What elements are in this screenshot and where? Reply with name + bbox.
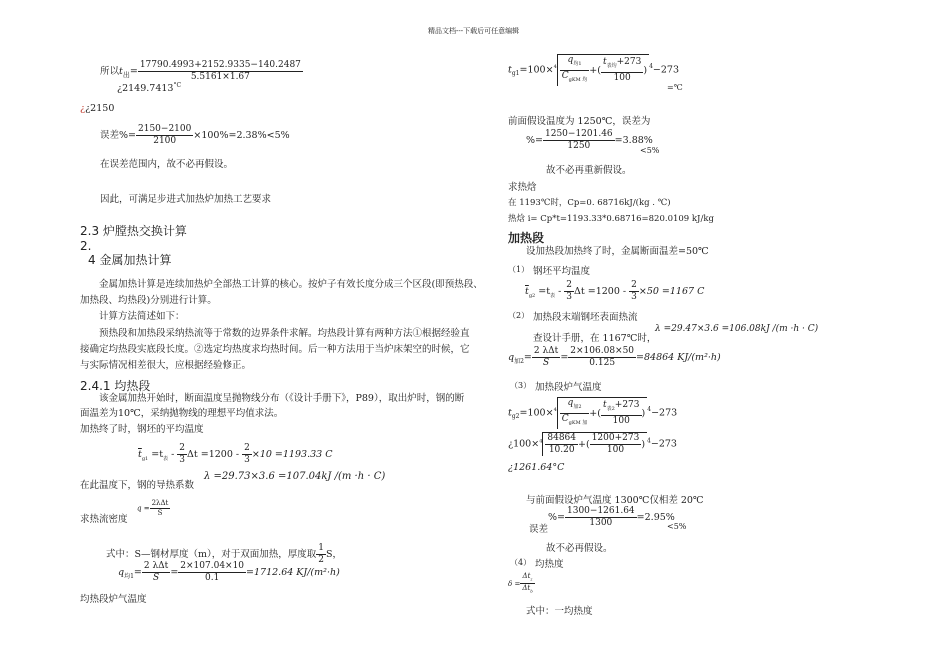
right-paragraph-3: 求热焓 <box>508 182 537 193</box>
tg2-result: ¿1261.64°C <box>508 462 565 473</box>
paragraph-4a: 该金属加热开始时，断面温度呈抛物线分布（《设计手册下》，P89），取出炉时，钢的断 <box>99 393 465 404</box>
right-paragraph-1: 前面假设温度为 1250℃，误差为 <box>508 116 651 127</box>
right-paragraph-9: 查设计手册，在 1167℃时， <box>533 333 657 344</box>
right-paragraph-5: 热焓 i= Cp*t=1193.33*0.68716=820.0109 kJ/kg <box>508 214 714 224</box>
tg2-substituted: ¿100×$^4$ $\frac{84864}{10.20}$ +( $\frac{1200+273}{100}$ ) $^4$−273 <box>508 433 677 455</box>
tg1-equation: $t_{g1}=100\times^4$ $\frac{q_{均1}}{C_{gKM 均}}$ +( $\frac{t_{表均}+273}{100}$ ) $^4$−273 <box>508 54 679 86</box>
paragraph-3b: 接确定均热段实底段长度。②选定均热度求均热时间。后一种方法用于当炉床架空的时候，它 <box>80 344 470 355</box>
q-formula: q = $\frac{\text{2λΔt}}{S}$ <box>137 499 169 517</box>
section-2-3-heading: 2.3 炉膛热交换计算 <box>80 224 187 238</box>
item-3-number: （3） <box>510 381 532 390</box>
approx-result-2: ¿¿2150 <box>80 103 115 114</box>
section-4-heading: 4 金属加热计算 <box>88 253 172 267</box>
right-error-lt: <5% <box>640 146 660 155</box>
lambda-equation: λ =29.73×3.6 =107.04kJ /(m ·h · C) <box>204 471 386 482</box>
item-2-text: 加热段末端钢坯表面热流 <box>533 312 638 323</box>
paragraph-4b: 面温差为10℃，采纳抛物线的理想平均值求法。 <box>80 408 284 419</box>
item-1-number: （1） <box>508 265 530 274</box>
avg-temp-equation: $\overline{t}_{g1} =t_表$ - $\frac{2}{3}$ Δt =1200 - $\frac{2}{3}$ ×10 =1193.33 C <box>138 443 333 465</box>
right-error-lt-2: <5% <box>667 522 687 531</box>
error-label-2: 误差 <box>529 524 549 535</box>
tg1-unit: =℃ <box>667 83 683 92</box>
right-error-equation-2: %= $\frac{1300-1261.64}{1300}$ =2.95% <box>548 506 675 528</box>
right-paragraph-6: 设加热段加热终了时，金属断面温差=50℃ <box>526 246 709 257</box>
item-1-text: 钢坯平均温度 <box>533 266 591 277</box>
paragraph-1b: 加热段、均热段)分别进行计算。 <box>80 295 217 306</box>
right-paragraph-11: 与前面假设炉气温度 1300℃仅相差 20℃ <box>526 495 704 506</box>
suoyi-equation: 所以$t_出=$ $\frac{17790.4993+2152.9335-140.2487}{5.5161\times 1.67}$ <box>100 60 301 82</box>
right-avg-temp-equation: $\overline{t}_{g2} =t_表$ - $\frac{2}{3}$ Δt =1200 - $\frac{2}{3}$ ×50 =1167 C <box>525 280 705 302</box>
right-paragraph-13: 故不必再假设。 <box>546 543 613 554</box>
item-4-number: （4） <box>510 558 532 567</box>
paragraph-9: 均热段炉气温度 <box>80 594 147 605</box>
item-4-text: 均热度 <box>535 559 564 570</box>
conclusion-text: 因此，可满足步进式加热炉加热工艺要求 <box>100 194 272 205</box>
paragraph-6: 在此温度下，钢的导热系数 <box>80 480 195 491</box>
paragraph-1a: 金属加热计算是连续加热炉全部热工计算的核心。按炉子有效长度分成三个区段(即预热段、 <box>99 279 483 290</box>
right-paragraph-15: 式中：一均热度 <box>526 606 593 617</box>
tg2-equation: $t_{g2}=100\times^4$ $\frac{q_{加2}}{C_{gKM 加}}$ +( $\frac{t_{表2}+273}{100}$ ) $^4$−273 <box>508 397 677 429</box>
paragraph-5: 加热终了时，钢坯的平均温度 <box>80 424 204 435</box>
paragraph-7: 求热流密度 <box>80 514 128 525</box>
paragraph-3c: 与实际情况相差很大，应根据经验修正。 <box>80 360 252 371</box>
right-lambda-equation: λ =29.47×3.6 =106.08kJ /(m ·h · C) <box>655 324 819 334</box>
approx-result-1: ¿$2149.7413^{^\circ C}$ <box>117 82 182 95</box>
right-paragraph-2: 故不必再重新假设。 <box>546 165 632 176</box>
paragraph-3a: 预热段和加热段采纳热流等于常数的边界条件求解。均热段计算有两种方法①根据经验直 <box>99 328 470 339</box>
section-2-prefix: 2. <box>80 239 92 253</box>
section-heating-heading: 加热段 <box>508 231 545 245</box>
section-2-4-1-heading: 2.4.1 均热段 <box>80 379 151 393</box>
right-error-equation: %= $\frac{1250-1201.46}{1250}$ =3.88% <box>526 129 653 151</box>
error-equation: 误差%= $\frac{2150-2100}{2100}$ ×100%=2.38%<5% <box>100 124 290 146</box>
q1-equation: $q_{均1}=$ $\frac{\text{2 λΔt}}{S}$ = $\frac{2\times 107.04\times 10}{0.1}$ =1712.64 KJ/(m²·h) <box>118 561 340 583</box>
page-header: 精品文档---下载后可任意编辑 <box>428 27 520 35</box>
item-2-number: （2） <box>508 311 530 320</box>
right-paragraph-4: 在 1193℃时，Cp=0. 68716kJ/(kg . ℃) <box>508 198 671 208</box>
delta-equation: δ = $\frac{\Delta t_z}{\Delta t_b}$ <box>508 572 533 594</box>
in-range-text: 在误差范围内，故不必再假设。 <box>100 159 234 170</box>
q2-equation: $q_{加2}=$ $\frac{\text{2 λΔt}}{S}$ = $\frac{2\times 106.08\times 50}{0.125}$ =84864 KJ/(m²·h) <box>508 346 721 368</box>
paragraph-8: 式中：S—钢材厚度（m），对于双面加热，厚度取 $\frac{1}{2}$ S， <box>106 543 343 565</box>
paragraph-2: 计算方法简述如下： <box>99 311 185 322</box>
item-3-text: 加热段炉气温度 <box>535 382 602 393</box>
